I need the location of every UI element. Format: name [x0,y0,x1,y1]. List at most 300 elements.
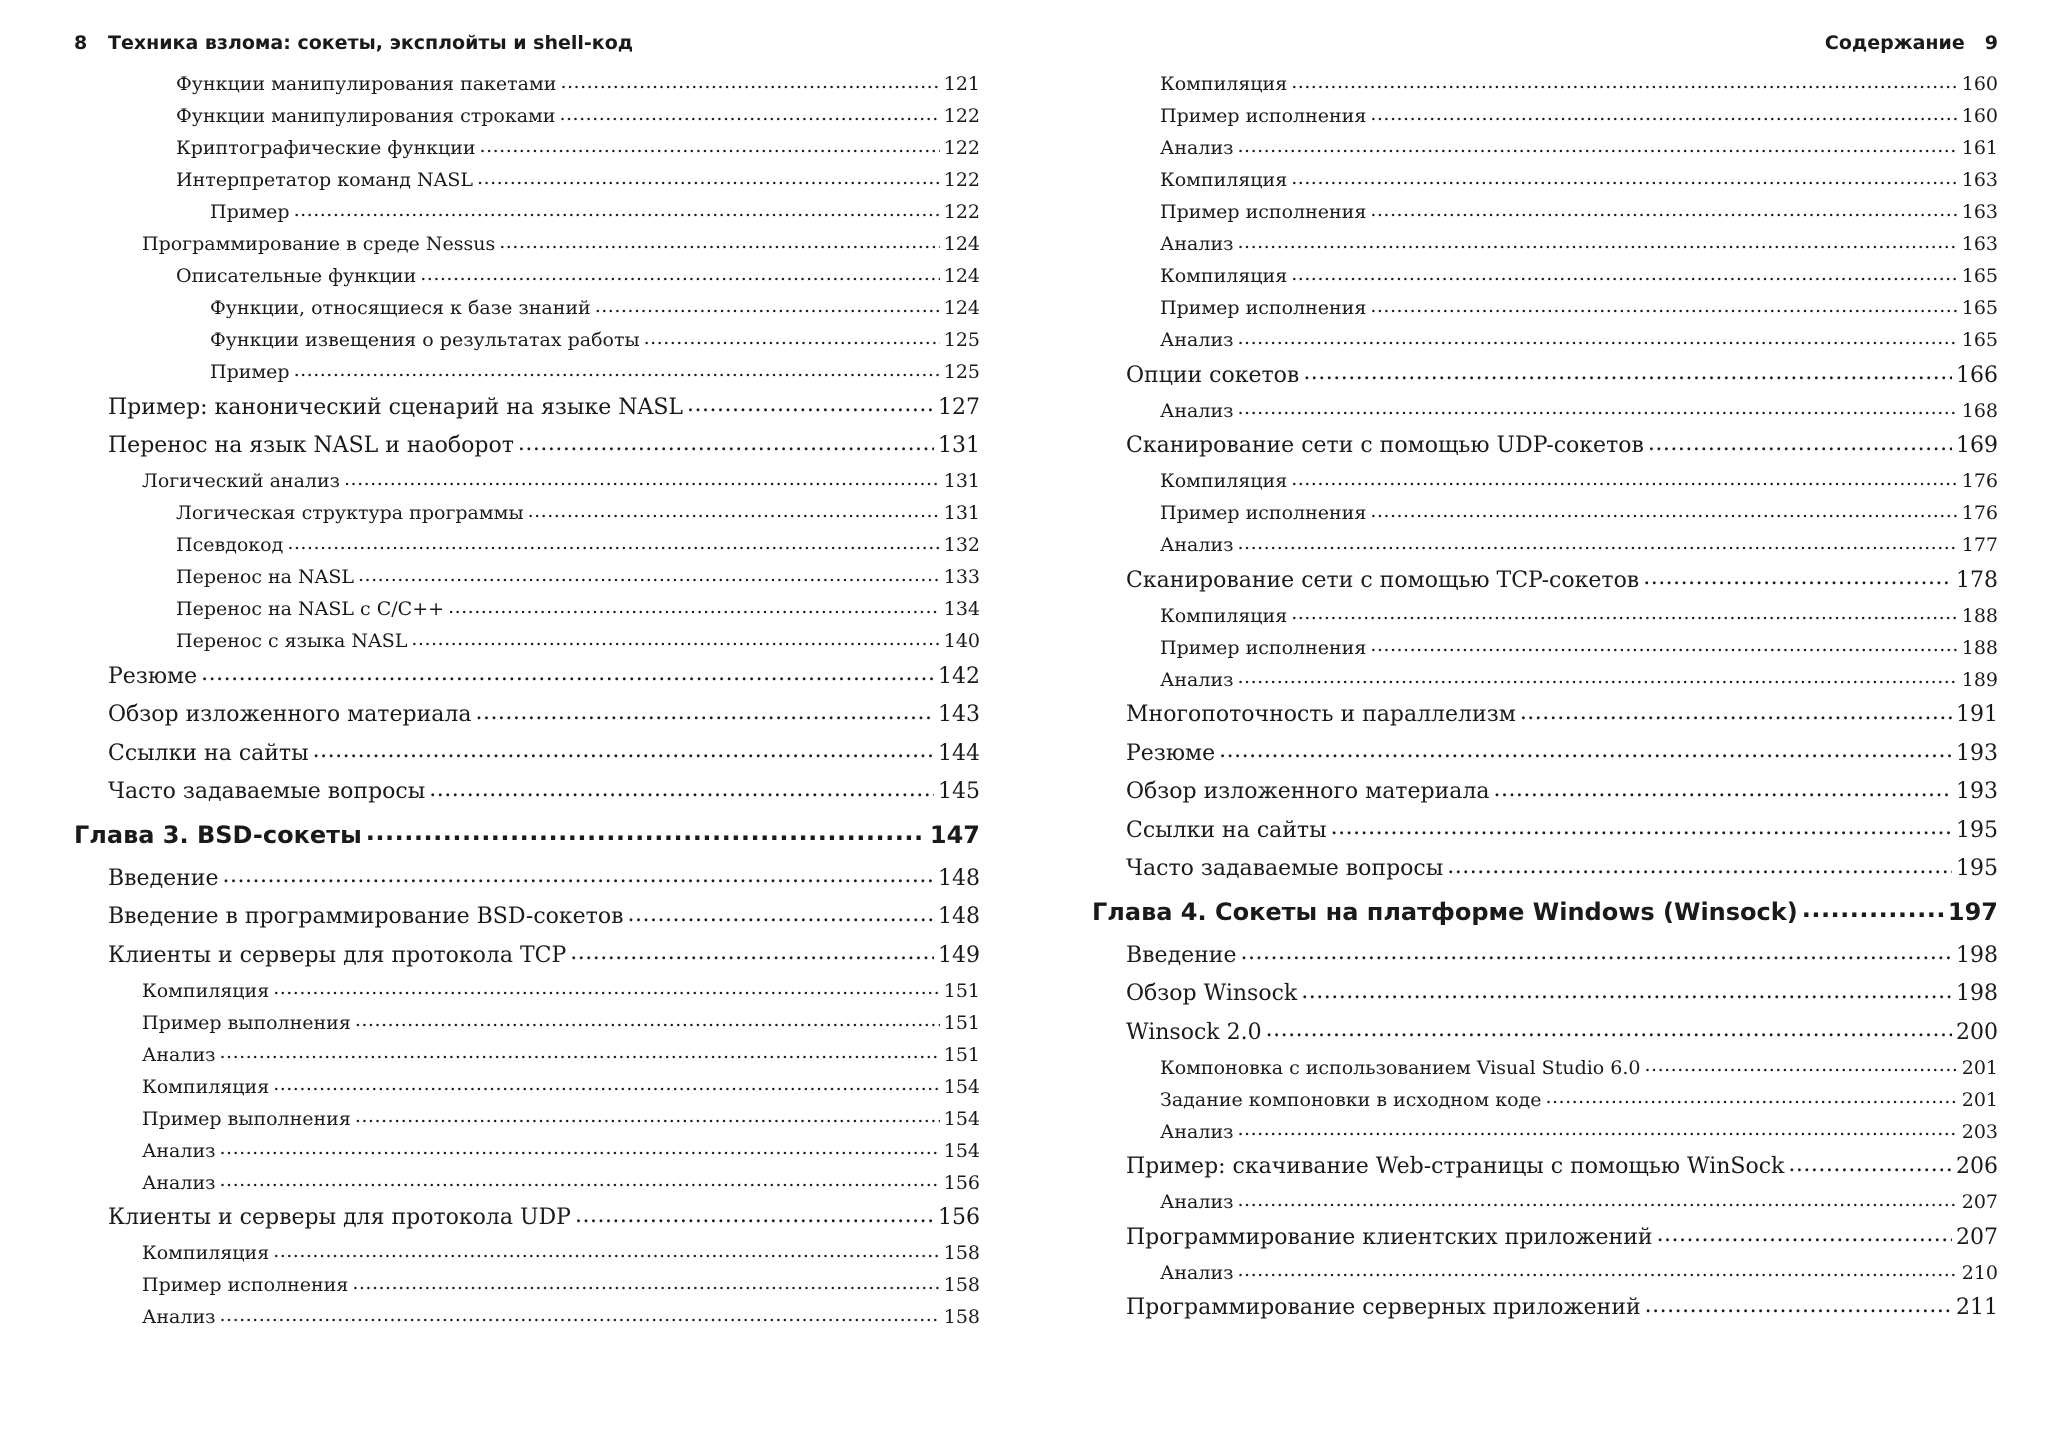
toc-entry-title: Пример исполнения [1160,201,1367,223]
toc-entry-title: Обзор изложенного материала [108,702,472,728]
toc-entry-page: 197 [1947,898,1998,926]
dot-leader [644,331,940,348]
toc-entry-page: 121 [943,73,980,95]
dot-leader [1291,607,1958,624]
dot-leader [1291,75,1958,92]
dot-leader [1447,859,1952,879]
toc-entry-title: Криптографические функции [176,137,476,159]
toc-entry-title: Резюме [1126,740,1216,766]
dot-leader [628,907,935,927]
toc-entry-page: 177 [1961,534,1998,556]
toc-entry-page: 168 [1961,399,1998,422]
toc-entry-title: Задание компоновки в исходном коде [1160,1088,1542,1111]
toc-entry-title: Анализ [142,1306,216,1328]
dot-leader [344,472,940,489]
toc-entry-title: Компиляция [142,1075,270,1098]
toc-entry [1092,1116,1998,1148]
dot-leader [1237,1123,1957,1140]
running-head-title: Техника взлома: сокеты, эксплойты и shell-код [108,32,634,54]
dot-leader [1237,1193,1957,1210]
toc-entry-page: 195 [1956,817,1998,843]
toc-entry [1092,1052,1998,1084]
toc-entry-title: Пример исполнения [1160,636,1367,659]
dot-leader [1370,639,1957,656]
toc-entry [1092,196,1998,228]
toc-entry-page: 160 [1961,73,1998,95]
toc-entry [74,228,980,260]
toc-entry-page: 142 [938,663,980,689]
toc-entry-title: Программирование клиентских приложений [1126,1224,1653,1250]
toc-entry [1092,632,1998,664]
toc-entry [74,657,980,696]
toc-entry [1092,100,1998,132]
dot-leader [313,743,934,763]
toc-entry [74,625,980,657]
dot-leader [366,824,926,846]
dot-leader [1370,504,1957,521]
toc-entry-page: 124 [943,297,980,319]
dot-leader [1520,705,1952,725]
toc-entry-title: Анализ [142,1043,216,1066]
toc-entry [1092,1148,1998,1187]
toc-entry-page: 122 [943,137,980,159]
toc-entry-title: Псевдокод [176,534,284,556]
toc-entry-page: 163 [1961,233,1998,255]
dot-leader [1291,472,1958,489]
toc-entry-title: Пример исполнения [1160,297,1367,319]
toc-entry-title: Резюме [108,663,198,689]
dot-leader [477,171,940,188]
toc-entry [74,898,980,937]
toc-entry-title: Компиляция [1160,73,1288,95]
toc-list-left [74,68,980,1333]
toc-entry-page: 158 [943,1306,980,1328]
toc-entry-title: Пример [210,361,290,383]
toc-entry-page: 198 [1956,942,1998,968]
toc-entry-title: Часто задаваемые вопросы [108,779,426,805]
toc-entry [1092,696,1998,735]
toc-entry [74,132,980,164]
toc-entry-title: Перенос на язык NASL и наоборот [108,433,514,459]
dot-leader [287,536,939,553]
dot-leader [499,235,940,252]
toc-entry-title: Компиляция [142,1242,270,1264]
toc-entry-title: Функции манипулирования пакетами [176,73,557,95]
dot-leader [1237,402,1957,419]
toc-entry-page: 127 [938,394,980,420]
toc-entry-title: Интерпретатор команд NASL [176,169,474,191]
toc-entry-title: Функции, относящиеся к базе знаний [210,297,591,319]
dot-leader [1237,235,1957,252]
toc-entry-page: 124 [943,233,980,255]
toc-entry [74,975,980,1007]
dot-leader [1266,1022,1952,1042]
toc-entry-page: 195 [1956,856,1998,882]
dot-leader [355,1110,940,1127]
toc-chapter-entry [74,811,980,859]
toc-entry-page: 156 [938,1205,980,1231]
toc-entry [74,164,980,196]
toc-entry-page: 133 [943,566,980,588]
toc-entry [74,292,980,324]
dot-leader [1291,267,1958,284]
running-head-right [1092,28,1998,58]
toc-entry-title: Ссылки на сайты [108,740,309,766]
toc-entry-title: Пример исполнения [1160,105,1367,127]
dot-leader [294,363,940,380]
toc-entry [1092,228,1998,260]
toc-entry [74,936,980,975]
toc-entry-page: 207 [1961,1191,1998,1213]
toc-entry [74,100,980,132]
toc-entry [74,593,980,625]
toc-entry [1092,292,1998,324]
toc-entry-page: 125 [943,361,980,383]
toc-entry [1092,427,1998,466]
toc-entry [74,356,980,388]
toc-entry-title: Обзор Winsock [1126,981,1298,1007]
toc-entry-page: 165 [1961,265,1998,287]
toc-entry [74,529,980,561]
toc-entry-title: Анализ [142,1139,216,1162]
dot-leader [570,945,934,965]
toc-entry-page: 144 [938,740,980,766]
toc-entry [1092,1013,1998,1052]
toc-entry-page: 131 [943,502,980,524]
toc-entry-title: Глава 4. Сокеты на платформе Windows (Winsock) [1092,898,1798,926]
dot-leader [1545,1091,1957,1108]
toc-entry [1092,1084,1998,1116]
toc-entry [1092,68,1998,100]
toc-entry-page: 201 [1961,1088,1998,1111]
toc-entry-title: Анализ [1160,329,1234,351]
toc-entry-title: Анализ [1160,668,1234,691]
toc-entry-page: 132 [943,534,980,556]
dot-leader [1237,536,1957,553]
toc-entry-title: Функции извещения о результатах работы [210,329,640,351]
dot-leader [1291,171,1958,188]
toc-entry-page: 156 [943,1171,980,1194]
toc-entry [74,427,980,466]
dot-leader [219,1142,939,1159]
toc-entry-page: 125 [943,329,980,351]
dot-leader [358,568,940,585]
toc-entry-title: Пример исполнения [1160,502,1367,524]
toc-entry [1092,1186,1998,1218]
toc-entry [1092,324,1998,356]
dot-leader [219,1308,939,1325]
toc-entry [74,1007,980,1039]
toc-entry-title: Введение [1126,942,1237,968]
dot-leader [1331,820,1952,840]
toc-entry-page: 143 [938,702,980,728]
toc-entry [1092,936,1998,975]
dot-leader [1303,365,1952,385]
toc-entry-page: 210 [1961,1261,1998,1284]
toc-entry [74,324,980,356]
toc-entry-title: Сканирование сети с помощью UDP-сокетов [1126,433,1644,459]
dot-leader [219,1046,939,1063]
toc-entry [74,696,980,735]
running-head-left [74,28,980,58]
dot-leader [1643,570,1952,590]
toc-entry-page: 158 [943,1242,980,1264]
dot-leader [420,267,939,284]
dot-leader [1240,945,1952,965]
toc-entry-page: 188 [1961,604,1998,627]
toc-entry-title: Компиляция [1160,265,1288,287]
toc-entry-title: Описательные функции [176,265,417,287]
toc-entry-title: Многопоточность и параллелизм [1126,702,1516,728]
toc-entry [74,1039,980,1071]
toc-entry-title: Пример [210,201,290,223]
toc-entry [74,1135,980,1167]
dot-leader [687,397,934,417]
dot-leader [518,436,934,456]
toc-entry [74,1103,980,1135]
toc-entry-title: Перенос на NASL [176,566,355,588]
toc-entry-page: 147 [929,821,980,849]
dot-leader [294,203,940,220]
dot-leader [1802,901,1944,923]
toc-entry-title: Перенос на NASL с C/C++ [176,598,445,620]
toc-entry-page: 163 [1961,201,1998,223]
dot-leader [475,705,934,725]
toc-entry [1092,734,1998,773]
toc-entry-title: Сканирование сети с помощью TCP-сокетов [1126,567,1640,593]
toc-entry-page: 151 [943,979,980,1002]
toc-entry-title: Логический анализ [142,470,341,492]
dot-leader [411,632,939,649]
toc-entry-page: 207 [1956,1224,1998,1250]
toc-entry-page: 203 [1961,1120,1998,1143]
toc-entry-title: Анализ [1160,534,1234,556]
toc-entry-page: 193 [1956,779,1998,805]
toc-entry-page: 151 [943,1043,980,1066]
dot-leader [480,139,940,156]
dot-leader [1301,984,1952,1004]
toc-entry-title: Компиляция [1160,604,1288,627]
toc-entry-title: Анализ [142,1171,216,1194]
toc-entry-page: 154 [943,1075,980,1098]
dot-leader [560,75,939,92]
toc-entry-page: 122 [943,105,980,127]
dot-leader [429,782,934,802]
dot-leader [222,868,934,888]
toc-entry-page: 158 [943,1274,980,1296]
toc-entry-title: Компиляция [1160,470,1288,492]
toc-entry-page: 193 [1956,740,1998,766]
toc-entry-title: Перенос с языка NASL [176,630,408,652]
toc-entry-page: 211 [1956,1295,1998,1321]
toc-entry-title: Анализ [1160,137,1234,159]
dot-leader [219,1174,939,1191]
toc-entry-title: Пример выполнения [142,1011,351,1034]
toc-entry-page: 148 [938,865,980,891]
dot-leader [1219,743,1952,763]
toc-entry [74,465,980,497]
toc-entry-page: 140 [943,630,980,652]
dot-leader [273,1244,940,1261]
toc-entry-page: 124 [943,265,980,287]
toc-entry-title: Анализ [1160,1191,1234,1213]
toc-entry-title: Анализ [1160,399,1234,422]
toc-entry-page: 189 [1961,668,1998,691]
toc-entry-title: Глава 3. BSD-сокеты [74,821,362,849]
dot-leader [1645,1059,1958,1076]
toc-entry-page: 176 [1961,470,1998,492]
dot-leader [1493,782,1952,802]
dot-leader [273,982,940,999]
toc-entry-title: Анализ [1160,233,1234,255]
toc-entry [74,859,980,898]
toc-entry-title: Ссылки на сайты [1126,817,1327,843]
dot-leader [1657,1227,1952,1247]
dot-leader [355,1014,940,1031]
dot-leader [1370,107,1957,124]
toc-entry [1092,395,1998,427]
toc-entry [1092,132,1998,164]
toc-entry [1092,561,1998,600]
toc-entry-title: Пример исполнения [142,1274,349,1296]
toc-entry-page: 122 [943,169,980,191]
toc-chapter-entry [1092,888,1998,936]
toc-entry-title: Компиляция [1160,169,1288,191]
dot-leader [595,299,940,316]
dot-leader [1370,203,1957,220]
toc-entry-title: Программирование серверных приложений [1126,1295,1641,1321]
toc-entry-title: Программирование в среде Nessus [142,233,496,255]
toc-entry [1092,1257,1998,1289]
toc-entry-page: 166 [1956,362,1998,388]
toc-entry-page: 206 [1956,1154,1998,1180]
toc-entry-title: Логическая структура программы [176,502,524,524]
toc-entry-page: 134 [943,598,980,620]
toc-entry [1092,260,1998,292]
toc-entry [1092,664,1998,696]
toc-entry [74,260,980,292]
toc-entry-page: 151 [943,1011,980,1034]
toc-entry [1092,356,1998,395]
toc-entry-page: 131 [943,470,980,492]
dot-leader [1648,436,1952,456]
toc-entry-title: Компоновка с использованием Visual Studio 6.0 [1160,1056,1641,1079]
toc-entry-page: 188 [1961,636,1998,659]
toc-entry-title: Пример выполнения [142,1107,351,1130]
toc-entry-title: Клиенты и серверы для протокола TCP [108,942,567,968]
toc-entry-title: Пример: канонический сценарий на языке NASL [108,394,684,420]
dot-leader [273,1078,940,1095]
toc-entry [74,1237,980,1269]
toc-entry [1092,850,1998,889]
toc-entry-page: 169 [1956,433,1998,459]
dot-leader [575,1208,934,1228]
toc-entry-page: 161 [1961,137,1998,159]
toc-entry-page: 201 [1961,1056,1998,1079]
toc-entry [74,1301,980,1333]
page-number: 9 [1984,32,1998,54]
toc-entry [74,561,980,593]
toc-entry-page: 178 [1956,567,1998,593]
toc-entry-page: 154 [943,1107,980,1130]
dot-leader [201,666,934,686]
toc-entry [74,773,980,812]
toc-entry [74,68,980,100]
toc-entry [1092,811,1998,850]
dot-leader [352,1276,939,1293]
toc-entry-page: 122 [943,201,980,223]
toc-entry-page: 131 [938,433,980,459]
toc-entry [1092,164,1998,196]
dot-leader [1237,1264,1957,1281]
dot-leader [1237,139,1957,156]
toc-entry-page: 165 [1961,297,1998,319]
toc-entry-title: Анализ [1160,1120,1234,1143]
toc-entry [74,1167,980,1199]
toc-entry [74,1071,980,1103]
toc-entry [1092,773,1998,812]
running-head-title: Содержание [1824,32,1965,54]
toc-entry-title: Опции сокетов [1126,362,1300,388]
toc-entry-title: Клиенты и серверы для протокола UDP [108,1205,571,1231]
toc-entry [1092,1289,1998,1328]
toc-entry-title: Компиляция [142,979,270,1002]
toc-entry [1092,600,1998,632]
toc-entry [74,1269,980,1301]
toc-entry-title: Введение в программирование BSD-сокетов [108,904,624,930]
toc-entry [1092,497,1998,529]
dot-leader [1237,671,1957,688]
dot-leader [1788,1157,1952,1177]
dot-leader [559,107,939,124]
toc-entry-page: 176 [1961,502,1998,524]
toc-entry-page: 145 [938,779,980,805]
toc-entry [1092,975,1998,1014]
toc-entry-title: Часто задаваемые вопросы [1126,856,1444,882]
toc-entry [74,388,980,427]
toc-entry-title: Введение [108,865,219,891]
toc-entry-title: Обзор изложенного материала [1126,779,1490,805]
toc-entry-page: 191 [1956,702,1998,728]
toc-entry [74,196,980,228]
toc-entry [1092,529,1998,561]
toc-entry-title: Анализ [1160,1261,1234,1284]
toc-entry-page: 198 [1956,981,1998,1007]
toc-entry [1092,1218,1998,1257]
toc-entry-page: 149 [938,942,980,968]
toc-entry [74,1199,980,1238]
toc-entry-title: Функции манипулирования строками [176,105,556,127]
toc-entry [74,497,980,529]
toc-entry-page: 160 [1961,105,1998,127]
toc-entry-title: Пример: скачивание Web-страницы с помощью WinSock [1126,1154,1785,1180]
toc-entry-page: 148 [938,904,980,930]
page-number: 8 [74,32,88,54]
dot-leader [528,504,940,521]
toc-entry-page: 200 [1956,1019,1998,1045]
dot-leader [448,600,940,617]
dot-leader [1645,1298,1952,1318]
toc-list-right [1092,68,1998,1327]
toc-entry-title: Winsock 2.0 [1126,1019,1262,1045]
toc-entry-page: 165 [1961,329,1998,351]
dot-leader [1370,299,1957,316]
toc-entry-page: 163 [1961,169,1998,191]
toc-entry-page: 154 [943,1139,980,1162]
toc-entry [74,734,980,773]
dot-leader [1237,331,1957,348]
toc-entry [1092,465,1998,497]
